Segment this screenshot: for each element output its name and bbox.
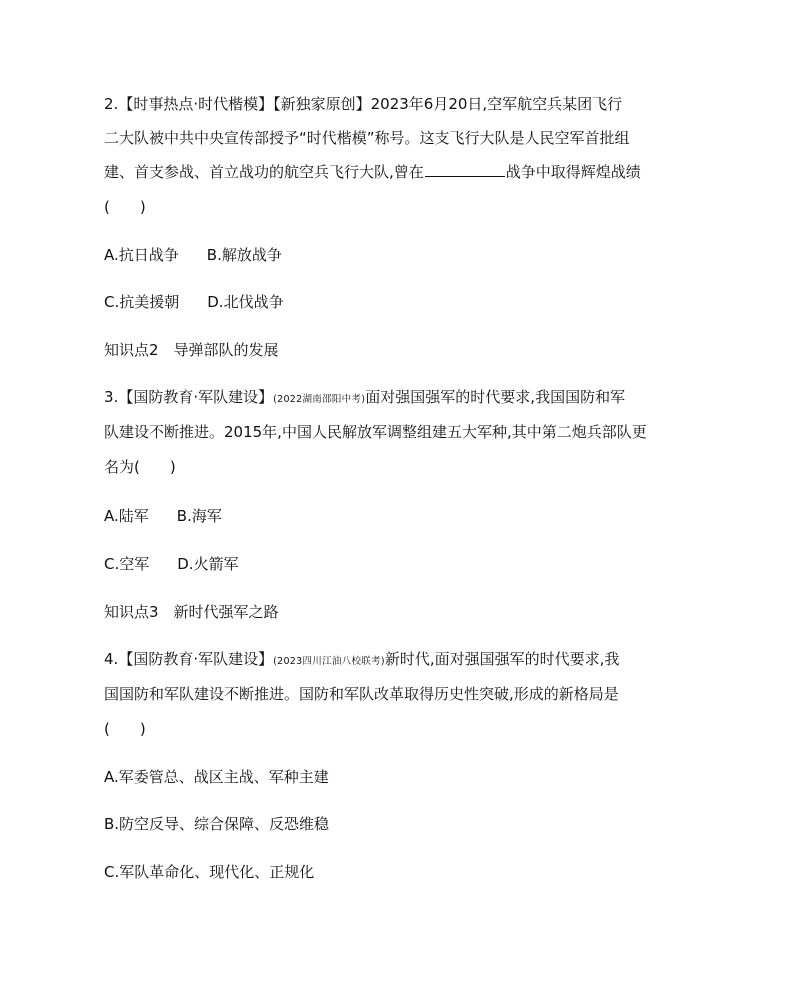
q2-number: 2. <box>104 95 119 113</box>
q3-source: (2022湖南邵阳中考) <box>273 394 366 405</box>
q2-line-3 <box>104 161 641 183</box>
q2-option-b[interactable]: B.解放战争 <box>206 246 282 264</box>
q2-line-1 <box>104 93 622 115</box>
q3-tag: 【国防教育·军队建设】 <box>118 388 274 406</box>
q3-line-1 <box>104 386 625 411</box>
q2-tag-hot-topic: 【时事热点·时代楷模】 <box>118 95 274 113</box>
q4-line-1 <box>104 648 619 673</box>
q3-line-3: 名为( ) <box>104 458 176 476</box>
q2-line-2: 二大队被中共中央宣传部授予“时代楷模”称号。这支飞行大队是人民空军首批组 <box>104 129 630 147</box>
q3-option-b[interactable]: B.海军 <box>176 507 222 525</box>
q3-text-1: 面对强国强军的时代要求,我国国防和军 <box>365 388 626 406</box>
q2-tag-original: 【新独家原创】 <box>273 95 371 113</box>
q2-answer-paren[interactable]: ( ) <box>104 198 146 216</box>
q3-options-row-1 <box>104 505 222 527</box>
q4-source: (2023四川江油八校联考) <box>273 656 385 667</box>
q2-options-row-2 <box>104 291 284 313</box>
q4-answer-paren[interactable]: ( ) <box>104 720 146 738</box>
q2-answer-blank[interactable] <box>425 161 505 177</box>
q2-options-row-1 <box>104 244 282 266</box>
q4-line-2: 国国防和军队建设不断推进。国防和军队改革取得历史性突破,形成的新格局是 <box>104 685 619 703</box>
q4-text-1: 新时代,面对强国强军的时代要求,我 <box>384 650 620 668</box>
q2-text-3a: 建、首支参战、首立战功的航空兵飞行大队,曾在 <box>104 163 424 181</box>
q2-option-d[interactable]: D.北伐战争 <box>207 293 284 311</box>
q4-option-c[interactable]: C.军队革命化、现代化、正规化 <box>104 863 315 881</box>
q3-number: 3. <box>104 388 119 406</box>
q3-options-row-2 <box>104 553 239 575</box>
q3-line-2: 队建设不断推进。2015年,中国人民解放军调整组建五大军种,其中第二炮兵部队更 <box>104 423 647 441</box>
q4-number: 4. <box>104 650 119 668</box>
knowledge-point-2-heading: 知识点2 导弹部队的发展 <box>104 341 279 359</box>
knowledge-point-3-heading: 知识点3 新时代强军之路 <box>104 603 279 621</box>
q3-option-a[interactable]: A.陆军 <box>104 507 149 525</box>
q3-option-d[interactable]: D.火箭军 <box>177 555 239 573</box>
q4-option-a[interactable]: A.军委管总、战区主战、军种主建 <box>104 768 329 786</box>
q3-option-c[interactable]: C.空军 <box>104 555 150 573</box>
q2-text-1: 2023年6月20日,空军航空兵某团飞行 <box>370 95 623 113</box>
q2-text-3b: 战争中取得辉煌战绩 <box>505 163 641 181</box>
q2-option-c[interactable]: C.抗美援朝 <box>104 293 180 311</box>
q4-option-b[interactable]: B.防空反导、综合保障、反恐维稳 <box>104 815 330 833</box>
q4-tag: 【国防教育·军队建设】 <box>118 650 274 668</box>
q2-option-a[interactable]: A.抗日战争 <box>104 246 179 264</box>
